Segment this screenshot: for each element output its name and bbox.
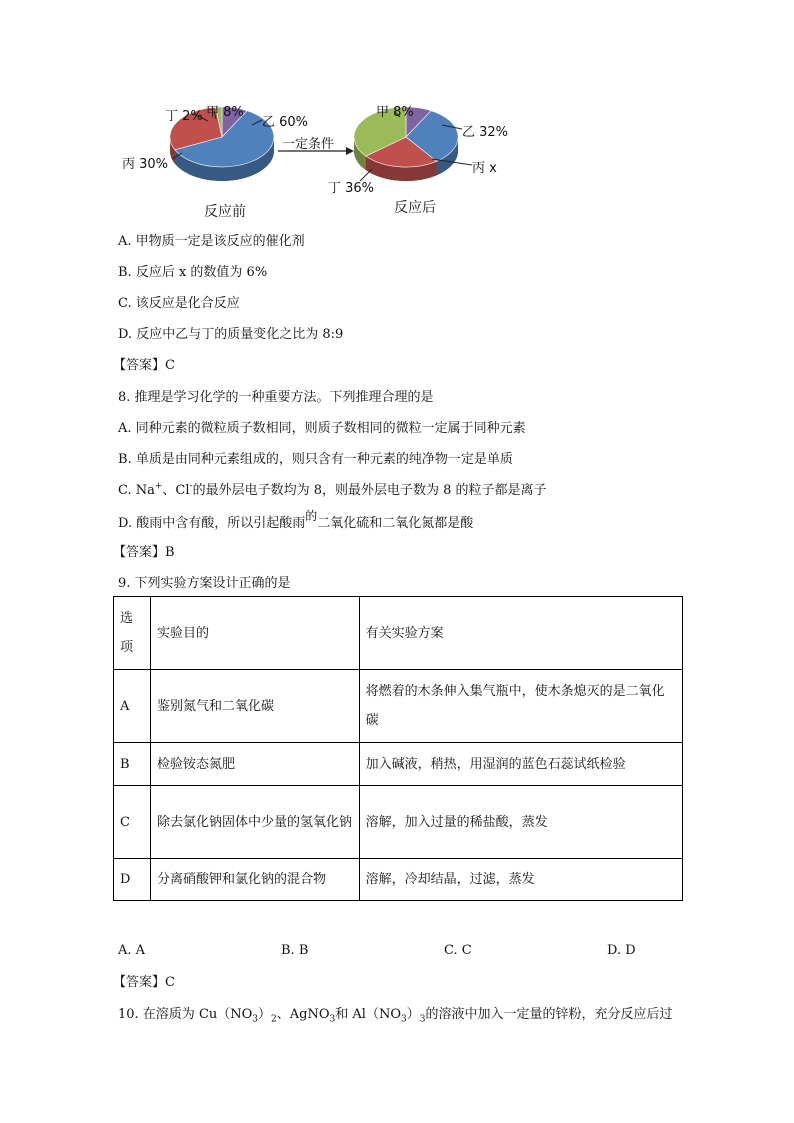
q8-option-b: B. 单质是由同种元素组成的，则只含有一种元素的纯净物一定是单质 (118, 452, 513, 467)
q8-option-a: A. 同种元素的微粒质子数相同，则质子数相同的微粒一定属于同种元素 (118, 421, 526, 436)
q7-answer: 【答案】C (113, 358, 175, 373)
before-label-jia: 甲 8% (206, 105, 244, 120)
after-label-bing: 丙 x (472, 161, 497, 176)
before-caption: 反应前 (204, 204, 246, 220)
choice-c: C. C (444, 943, 472, 958)
q7-option-d: D. 反应中乙与丁的质量变化之比为 8:9 (118, 327, 344, 342)
after-label-jia: 甲 8% (376, 105, 414, 120)
q8-answer: 【答案】B (113, 545, 175, 560)
q9-stem: 9. 下列实验方案设计正确的是 (118, 576, 291, 591)
q7-option-a: A. 甲物质一定是该反应的催化剂 (118, 234, 305, 249)
q8-stem: 8. 推理是学习化学的一种重要方法。下列推理合理的是 (118, 390, 434, 405)
choice-b: B. B (281, 943, 309, 958)
table-header-row (114, 597, 683, 670)
header-option: 选项 (114, 597, 151, 670)
q9-answer: 【答案】C (113, 975, 175, 990)
q7-option-c: C. 该反应是化合反应 (118, 296, 240, 311)
q9-table (113, 596, 683, 901)
after-caption: 反应后 (394, 200, 436, 216)
arrow-label: 一定条件 (282, 137, 335, 152)
choice-d: D. D (607, 943, 636, 958)
q9-choices (118, 943, 678, 963)
after-label-yi: 乙 32% (462, 125, 509, 140)
header-plan: 有关实验方案 (359, 597, 682, 670)
q10-stem: 10. 在溶质为 $Cu(NO_3)_2$、AgNO$_3$和 $Al(NO_3)_3$的溶液中加入一定量的锌粉，充分反应后过 (118, 1007, 673, 1025)
table-row: B 检验铵态氮肥 加入碱液，稍热，用湿润的蓝色石蕊试纸检验 (114, 743, 683, 786)
q8-option-c: C. Na+、Cl-的最外层电子数均为 8，则最外层电子数为 8 的粒子都是离子 (118, 481, 547, 498)
pie-chart-figure (110, 95, 530, 225)
before-label-yi: 乙 60% (262, 115, 309, 130)
table-row: A 鉴别氮气和二氧化碳 将燃着的木条伸入集气瓶中，使木条熄灭的是二氧化碳 (114, 670, 683, 743)
q8-option-d: D. 酸雨中含有酸，所以引起酸雨的二氧化硫和二氧化氮都是酸 (118, 509, 474, 531)
header-purpose: 实验目的 (150, 597, 359, 670)
table-row: D 分离硝酸钾和氯化钠的混合物 溶解，冷却结晶，过滤，蒸发 (114, 859, 683, 901)
before-label-bing: 丙 30% (122, 157, 169, 172)
table-row: C 除去氯化钠固体中少量的氢氧化钠 溶解，加入过量的稀盐酸，蒸发 (114, 786, 683, 859)
after-label-ding: 丁 36% (328, 181, 375, 196)
before-label-ding: 丁 2% (165, 109, 203, 124)
reaction-arrow-head (346, 147, 354, 155)
q7-option-b: B. 反应后 x 的数值为 6% (118, 265, 268, 280)
choice-a: A. A (118, 943, 146, 958)
